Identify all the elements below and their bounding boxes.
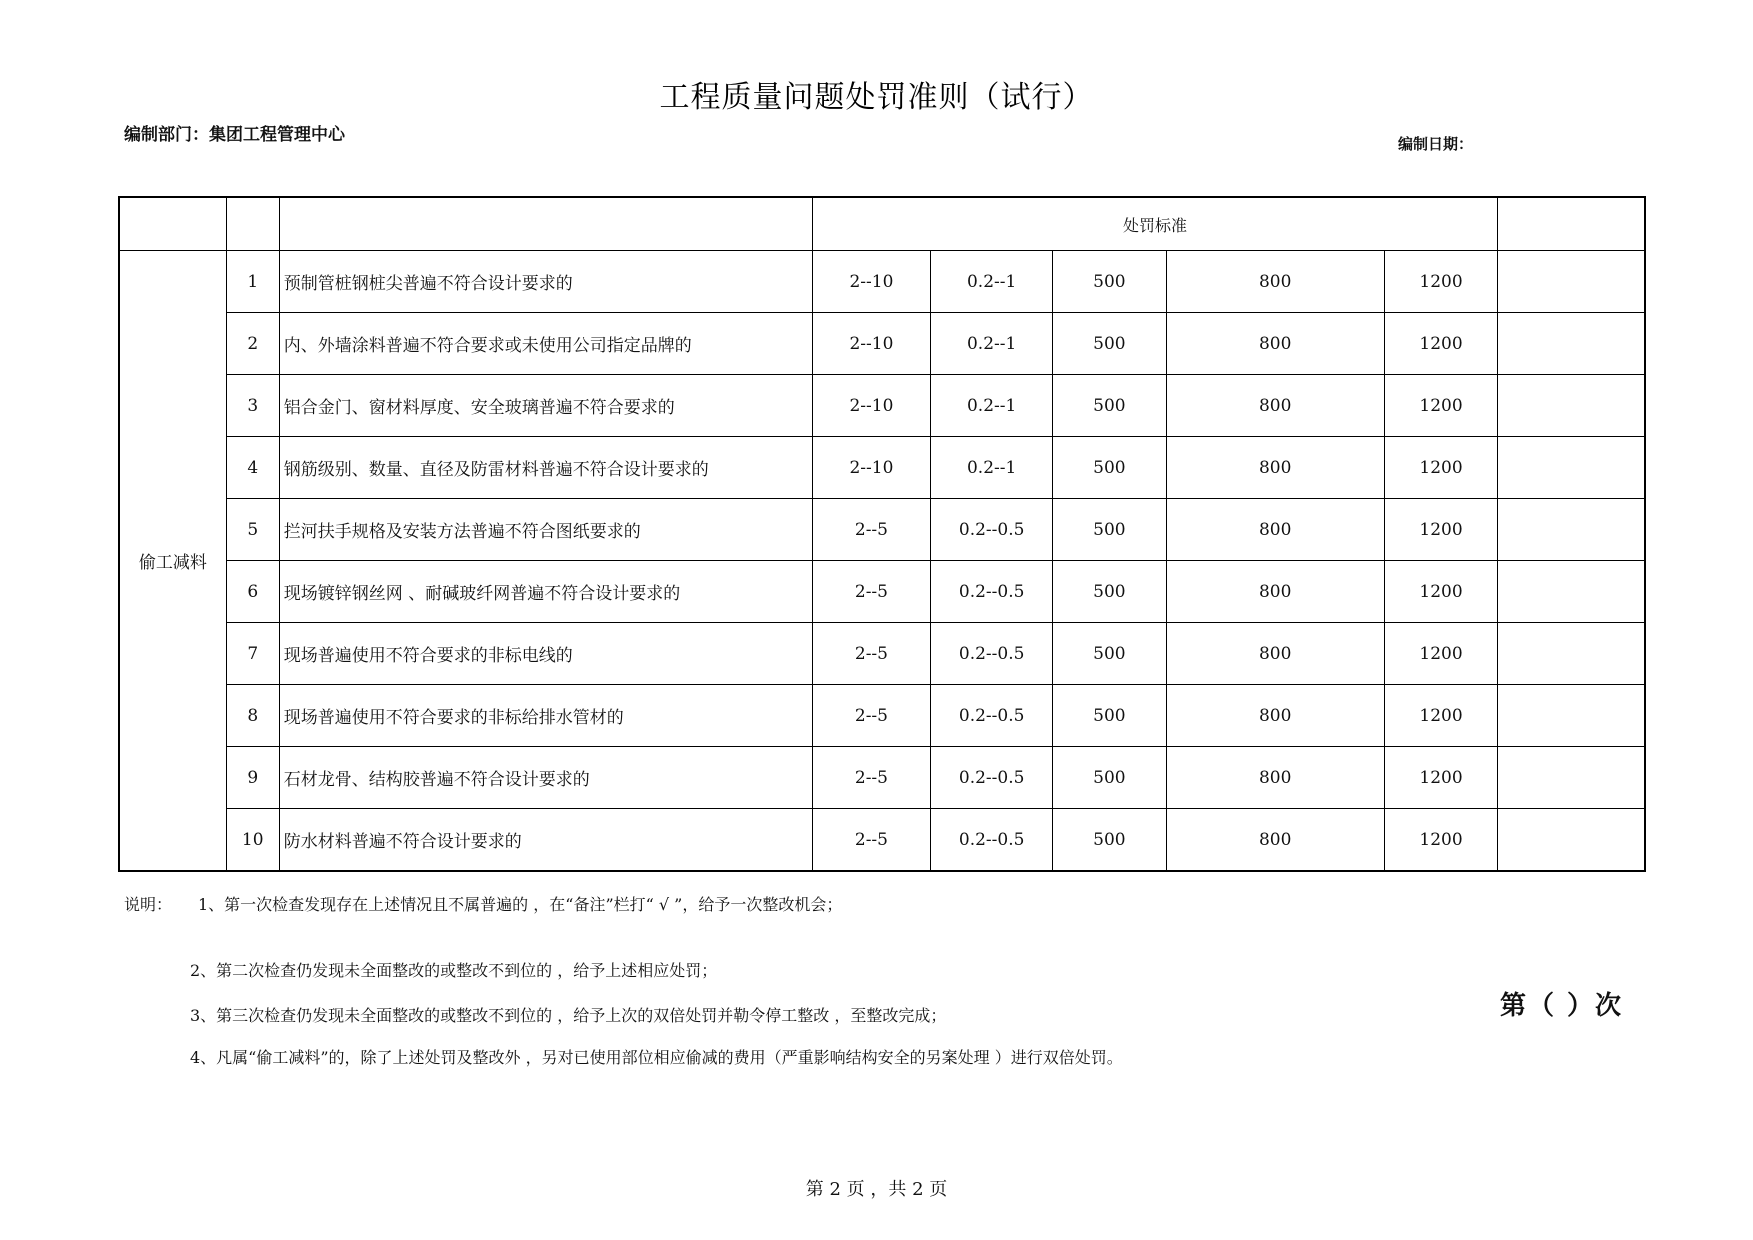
penalty-value-2: 0.2--0.5: [931, 747, 1053, 809]
row-number: 4: [226, 437, 279, 499]
header-cell-empty: [279, 197, 812, 251]
penalty-value-1: 2--10: [812, 251, 930, 313]
row-number: 7: [226, 623, 279, 685]
penalty-value-2: 0.2--0.5: [931, 623, 1053, 685]
penalty-value-3: 500: [1053, 561, 1166, 623]
row-number: 3: [226, 375, 279, 437]
remark-cell: [1498, 437, 1645, 499]
header-cell-empty: [226, 197, 279, 251]
remark-cell: [1498, 251, 1645, 313]
penalty-value-1: 2--5: [812, 499, 930, 561]
remark-cell: [1498, 313, 1645, 375]
penalty-value-5: 1200: [1384, 251, 1497, 313]
table-row: [119, 251, 1645, 313]
penalty-value-3: 500: [1053, 437, 1166, 499]
penalty-value-3: 500: [1053, 623, 1166, 685]
item-description: 石材龙骨、结构胶普遍不符合设计要求的: [279, 747, 812, 809]
row-number: 8: [226, 685, 279, 747]
penalty-value-3: 500: [1053, 685, 1166, 747]
remark-cell: [1498, 685, 1645, 747]
penalty-value-1: 2--10: [812, 375, 930, 437]
page-footer: 第 2 页 ，共 2 页: [805, 1179, 948, 1200]
item-description: 预制管桩钢桩尖普遍不符合设计要求的: [279, 251, 812, 313]
item-description: 现场普遍使用不符合要求的非标电线的: [279, 623, 812, 685]
penalty-value-5: 1200: [1384, 747, 1497, 809]
penalty-value-4: 800: [1166, 251, 1384, 313]
row-number: 9: [226, 747, 279, 809]
remark-cell: [1498, 375, 1645, 437]
penalty-value-1: 2--5: [812, 623, 930, 685]
item-description: 现场普遍使用不符合要求的非标给排水管材的: [279, 685, 812, 747]
table-row: [119, 313, 1645, 375]
table-row: [119, 375, 1645, 437]
table-row: [119, 747, 1645, 809]
penalty-value-2: 0.2--1: [931, 437, 1053, 499]
remark-cell: [1498, 499, 1645, 561]
remark-cell: [1498, 747, 1645, 809]
penalty-value-1: 2--10: [812, 313, 930, 375]
penalty-value-3: 500: [1053, 375, 1166, 437]
note-4: 4、凡属“偷工减料”的，除了上述处罚及整改外 ，另对已使用部位相应偷减的费用（严重影响结构安全的另案处理 ）进行双倍处罚。: [190, 1048, 1123, 1067]
penalty-value-5: 1200: [1384, 375, 1497, 437]
table-row: [119, 437, 1645, 499]
penalty-table: [118, 196, 1646, 872]
penalty-value-1: 2--5: [812, 561, 930, 623]
penalty-value-1: 2--5: [812, 809, 930, 872]
remark-cell: [1498, 809, 1645, 872]
penalty-value-4: 800: [1166, 747, 1384, 809]
inspection-count: 第（ ）次: [1500, 991, 1624, 1021]
penalty-value-2: 0.2--1: [931, 375, 1053, 437]
penalty-value-3: 500: [1053, 499, 1166, 561]
notes-label: 说明：: [124, 895, 173, 914]
penalty-value-2: 0.2--1: [931, 251, 1053, 313]
penalty-value-5: 1200: [1384, 313, 1497, 375]
item-description: 内、外墙涂料普遍不符合要求或未使用公司指定品牌的: [279, 313, 812, 375]
penalty-value-4: 800: [1166, 623, 1384, 685]
table-row: [119, 561, 1645, 623]
item-description: 拦河扶手规格及安装方法普遍不符合图纸要求的: [279, 499, 812, 561]
table-header-row: [119, 197, 1645, 251]
header-cell-empty: [1498, 197, 1645, 251]
penalty-value-4: 800: [1166, 561, 1384, 623]
item-description: 现场镀锌钢丝网 、耐碱玻纤网普遍不符合设计要求的: [279, 561, 812, 623]
table-row: [119, 809, 1645, 872]
penalty-value-5: 1200: [1384, 809, 1497, 872]
penalty-value-4: 800: [1166, 313, 1384, 375]
penalty-value-5: 1200: [1384, 499, 1497, 561]
table-row: [119, 623, 1645, 685]
penalty-value-2: 0.2--1: [931, 313, 1053, 375]
penalty-value-3: 500: [1053, 251, 1166, 313]
penalty-value-2: 0.2--0.5: [931, 499, 1053, 561]
page-title: 工程质量问题处罚准则（试行）: [659, 80, 1094, 115]
penalty-value-5: 1200: [1384, 685, 1497, 747]
note-1: 1、第一次检查发现存在上述情况且不属普遍的 ，在“备注”栏打“ √ ”，给予一次整改机会；: [198, 895, 843, 914]
row-number: 2: [226, 313, 279, 375]
penalty-value-4: 800: [1166, 375, 1384, 437]
penalty-value-2: 0.2--0.5: [931, 809, 1053, 872]
row-number: 10: [226, 809, 279, 872]
item-description: 防水材料普遍不符合设计要求的: [279, 809, 812, 872]
remark-cell: [1498, 561, 1645, 623]
item-description: 铝合金门、窗材料厚度、安全玻璃普遍不符合要求的: [279, 375, 812, 437]
table-row: [119, 685, 1645, 747]
row-number: 1: [226, 251, 279, 313]
penalty-value-3: 500: [1053, 313, 1166, 375]
penalty-value-5: 1200: [1384, 623, 1497, 685]
penalty-value-3: 500: [1053, 747, 1166, 809]
penalty-value-4: 800: [1166, 685, 1384, 747]
table-row: [119, 499, 1645, 561]
penalty-value-4: 800: [1166, 499, 1384, 561]
row-number: 5: [226, 499, 279, 561]
penalty-value-1: 2--5: [812, 747, 930, 809]
date-label: 编制日期：: [1398, 135, 1474, 153]
header-cell-empty: [119, 197, 226, 251]
row-number: 6: [226, 561, 279, 623]
penalty-standard-header: 处罚标准: [812, 197, 1497, 251]
penalty-value-4: 800: [1166, 809, 1384, 872]
item-description: 钢筋级别、数量、直径及防雷材料普遍不符合设计要求的: [279, 437, 812, 499]
penalty-value-2: 0.2--0.5: [931, 685, 1053, 747]
penalty-value-1: 2--5: [812, 685, 930, 747]
penalty-value-5: 1200: [1384, 437, 1497, 499]
penalty-value-5: 1200: [1384, 561, 1497, 623]
penalty-value-4: 800: [1166, 437, 1384, 499]
penalty-value-3: 500: [1053, 809, 1166, 872]
remark-cell: [1498, 623, 1645, 685]
category-cell: 偷工减料: [119, 251, 226, 872]
note-3: 3、第三次检查仍发现未全面整改的或整改不到位的 ，给予上次的双倍处罚并勒令停工整改 ，至整改完成；: [190, 1006, 947, 1025]
penalty-value-2: 0.2--0.5: [931, 561, 1053, 623]
note-2: 2、第二次检查仍发现未全面整改的或整改不到位的 ，给予上述相应处罚；: [190, 961, 718, 980]
department-label: 编制部门：集团工程管理中心: [124, 125, 345, 145]
penalty-value-1: 2--10: [812, 437, 930, 499]
